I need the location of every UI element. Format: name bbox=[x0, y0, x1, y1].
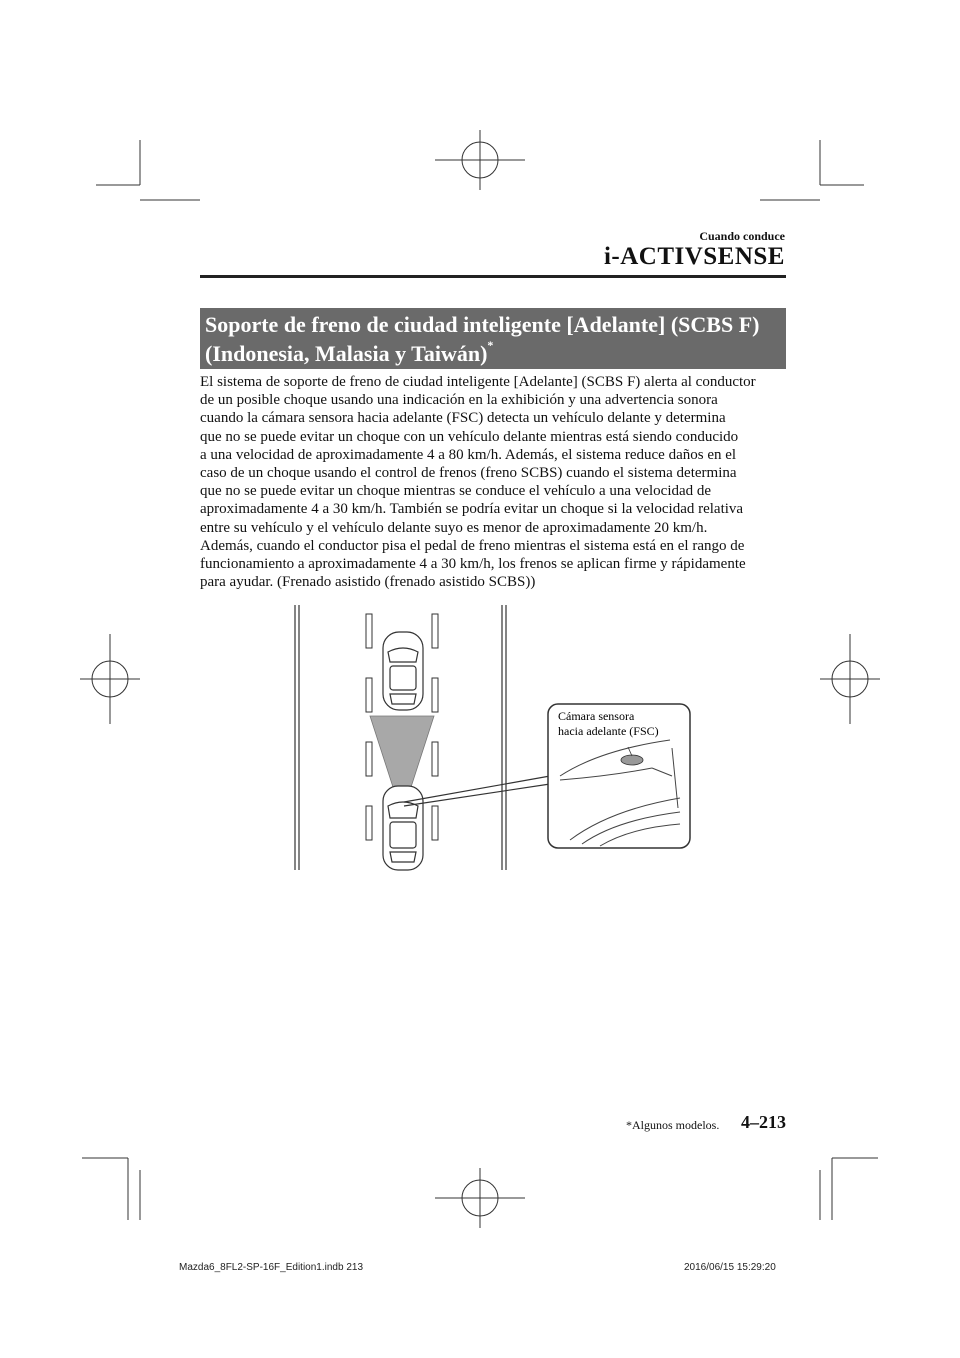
body-line: que no se puede evitar un choque mientras se conduce el vehículo a una velocidad de bbox=[200, 483, 712, 500]
body-paragraph bbox=[200, 373, 790, 591]
scbs-figure bbox=[280, 600, 700, 880]
body-line: cuando la cámara sensora hacia adelante (FSC) detecta un vehículo delante y determina bbox=[200, 410, 726, 427]
footnote-asterisk: * bbox=[487, 338, 494, 352]
front-vehicle bbox=[383, 632, 423, 710]
camera-icon bbox=[621, 755, 643, 765]
callout-leader bbox=[404, 776, 550, 806]
chapter-title: i-ACTIVSENSE bbox=[603, 243, 785, 270]
callout-label-line1: Cámara sensora bbox=[558, 709, 635, 723]
body-line: que no se puede evitar un choque con un vehículo delante mientras está siendo conducido bbox=[200, 428, 739, 445]
footnote: *Algunos modelos. bbox=[626, 1118, 720, 1132]
body-line: de un posible choque usando una indicación en la exhibición y una advertencia sonora bbox=[200, 392, 718, 409]
callout-label-line2: hacia adelante (FSC) bbox=[558, 724, 659, 738]
own-vehicle bbox=[383, 786, 423, 870]
section-title-box bbox=[200, 308, 786, 369]
body-line: aproximadamente 4 a 30 km/h. También se podría evitar un choque si la velocidad relativa bbox=[200, 501, 744, 518]
print-file-info: Mazda6_8FL2-SP-16F_Edition1.indb 213 bbox=[179, 1262, 364, 1273]
header-rule bbox=[200, 275, 786, 278]
body-line: a una velocidad de aproximadamente 4 a 80 km/h. Además, el sistema reduce daños en el bbox=[200, 446, 737, 463]
body-line: caso de un choque usando el control de frenos (freno SCBS) cuando el sistema determina bbox=[200, 465, 737, 482]
body-line: Además, cuando el conductor pisa el pedal de freno mientras el sistema está en el rango de bbox=[200, 537, 745, 554]
section-title-region: (Indonesia, Malasia y Taiwán) bbox=[205, 341, 488, 366]
section-title-line1: Soporte de freno de ciudad inteligente [Adelante] (SCBS F) bbox=[205, 312, 760, 337]
page-number: 4–213 bbox=[741, 1112, 786, 1132]
body-line: El sistema de soporte de freno de ciudad inteligente [Adelante] (SCBS F) alerta al conductor bbox=[200, 374, 756, 390]
print-timestamp: 2016/06/15 15:29:20 bbox=[684, 1262, 776, 1273]
section-label: Cuando conduce bbox=[699, 229, 785, 243]
body-line: funcionamiento a aproximadamente 4 a 30 km/h, los frenos se aplican firme y rápidamente bbox=[200, 556, 746, 573]
body-line: entre su vehículo y el vehículo delante suyo es menor de aproximadamente 20 km/h. bbox=[200, 519, 708, 536]
section-title-line2 bbox=[205, 339, 786, 368]
body-line: para ayudar. (Frenado asistido (frenado asistido SCBS)) bbox=[200, 574, 536, 591]
